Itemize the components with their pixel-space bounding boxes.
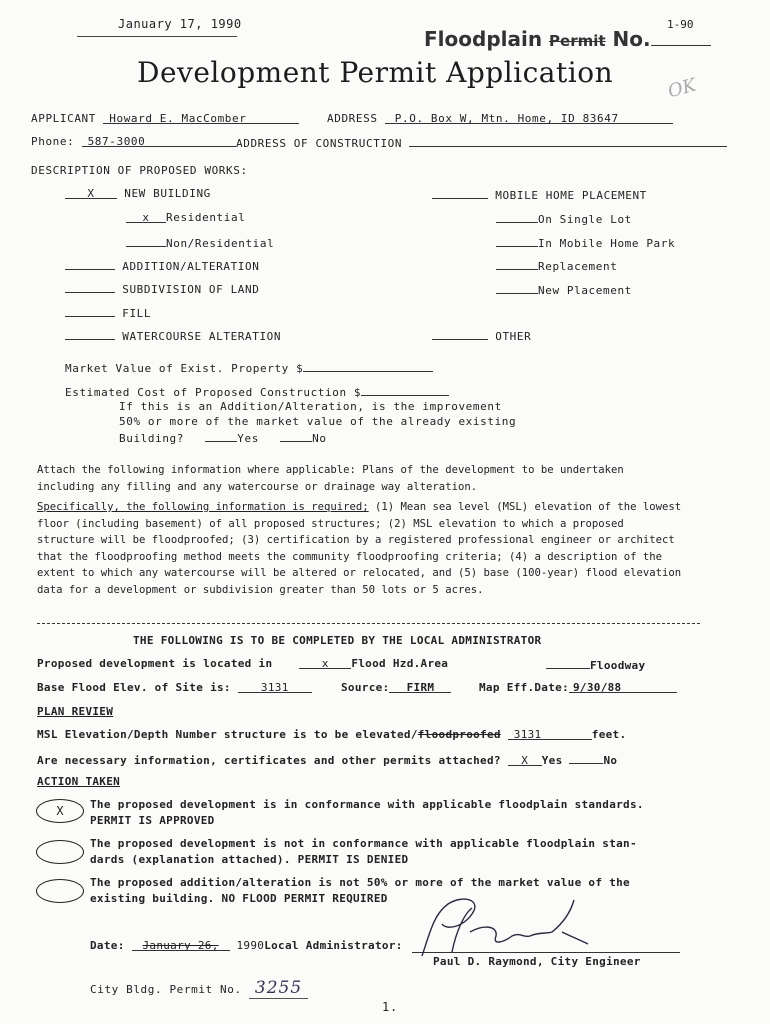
signoff-date-struck[interactable]: January 26, xyxy=(132,939,230,951)
admin-heading: THE FOLLOWING IS TO BE COMPLETED BY THE LOCAL ADMINISTRATOR xyxy=(133,634,542,647)
msl-feet: feet. xyxy=(591,728,627,741)
phone-row xyxy=(31,135,236,148)
signoff-date-row xyxy=(90,939,403,952)
residential-row xyxy=(126,211,245,224)
residential-label: Residential xyxy=(166,211,246,224)
map-eff-row xyxy=(479,681,677,694)
phone-label: Phone: xyxy=(31,135,75,148)
floodway-label: Floodway xyxy=(590,659,646,672)
form-code: 1-90 xyxy=(667,18,694,31)
improvement-yes: Yes xyxy=(237,432,259,445)
flood-area-mark[interactable]: x xyxy=(299,657,351,669)
new-building-row xyxy=(65,187,211,200)
form-title-floodplain: Floodplain xyxy=(424,27,543,51)
action-approved-oval[interactable] xyxy=(36,799,84,823)
action-not-required-line2: existing building. NO FLOOD PERMIT REQUIRED xyxy=(90,892,388,905)
applicant-value[interactable]: Howard E. MacComber xyxy=(103,112,299,124)
requirements-text: (1) Mean sea level (MSL) elevation of the lowest floor (including basement) of all proposed structures; (2) MSL elevation to which a proposed structure will be floodproofed; (3) certification by a registered professional engineer or architect that the floodproofing method meets the community floodproofing criteria; (4) a description of the extent to which any watercourse will be altered or relocated, and (5) base (100-year) flood elevation data for a development or subdivision greater than 50 lots or 5 acres. xyxy=(37,501,682,596)
construction-value[interactable] xyxy=(409,135,727,147)
new-building-label: NEW BUILDING xyxy=(124,187,211,200)
action-denied-oval[interactable] xyxy=(36,840,84,864)
source-row xyxy=(341,681,451,694)
residential-mark[interactable]: x xyxy=(126,211,166,223)
action-not-required-oval[interactable] xyxy=(36,879,84,903)
address-label: ADDRESS xyxy=(327,112,378,125)
mobile-home-row xyxy=(432,187,647,202)
new-building-mark[interactable]: X xyxy=(65,187,117,199)
improvement-q3: Building? xyxy=(119,432,185,445)
non-residential-mark[interactable] xyxy=(126,235,166,247)
form-title xyxy=(424,27,711,51)
subdivision-label: SUBDIVISION OF LAND xyxy=(122,283,260,296)
action-approved-mark: X xyxy=(56,804,64,818)
applicant-row xyxy=(31,112,299,125)
map-eff-label: Map Eff.Date: xyxy=(479,681,569,694)
specifically-heading: Specifically, the following information is required; xyxy=(37,501,369,513)
address-row xyxy=(327,112,673,125)
non-residential-label: Non/Residential xyxy=(166,237,275,250)
addition-mark[interactable] xyxy=(65,258,115,270)
new-placement-row xyxy=(496,282,632,297)
attached-yes-mark[interactable]: X xyxy=(508,754,542,766)
requirements-paragraph xyxy=(37,499,687,598)
mobile-home-mark[interactable] xyxy=(432,187,488,199)
watercourse-mark[interactable] xyxy=(65,328,115,340)
msl-row xyxy=(37,728,626,741)
single-lot-label: On Single Lot xyxy=(538,213,632,226)
estimated-cost-label: Estimated Cost of Proposed Construction $ xyxy=(65,386,362,399)
address-value[interactable]: P.O. Box W, Mtn. Home, ID 83647 xyxy=(385,112,673,124)
fill-row xyxy=(65,305,151,320)
bldg-permit-label: City Bldg. Permit No. xyxy=(90,983,242,996)
fill-label: FILL xyxy=(122,307,152,320)
improvement-q3-row xyxy=(119,430,327,445)
attached-question: Are necessary information, certificates and other permits attached? xyxy=(37,754,501,767)
non-residential-row xyxy=(126,235,274,250)
estimated-cost-field[interactable] xyxy=(361,384,449,396)
form-title-no: No. xyxy=(612,27,651,51)
new-placement-label: New Placement xyxy=(538,284,632,297)
plan-review-heading: PLAN REVIEW xyxy=(37,705,114,718)
replacement-row xyxy=(496,258,617,273)
mobile-home-label: MOBILE HOME PLACEMENT xyxy=(495,189,647,202)
signature-image xyxy=(412,892,612,964)
admin-label: Local Administrator: xyxy=(264,939,403,952)
action-not-required-line1: The proposed addition/alteration is not 50% or more of the market value of the xyxy=(90,876,630,889)
subdivision-mark[interactable] xyxy=(65,281,115,293)
action-denied-line1: The proposed development is not in conformance with applicable floodplain stan- xyxy=(90,837,637,850)
works-heading: DESCRIPTION OF PROPOSED WORKS: xyxy=(31,164,248,177)
signoff-date-year: 1990 xyxy=(236,939,265,952)
estimated-cost-row xyxy=(65,384,449,399)
bldg-permit-value[interactable]: 3255 xyxy=(249,978,308,999)
construction-label: ADDRESS OF CONSTRUCTION xyxy=(236,137,403,150)
mobile-park-label: In Mobile Home Park xyxy=(538,237,676,250)
other-row xyxy=(432,328,531,343)
mobile-park-mark[interactable] xyxy=(496,235,538,247)
form-title-struck: Permit xyxy=(549,32,606,50)
located-in-row xyxy=(37,657,448,670)
msl-value[interactable]: 3131 xyxy=(508,728,592,740)
replacement-label: Replacement xyxy=(538,260,618,273)
base-flood-row xyxy=(37,681,312,694)
floodway-row xyxy=(546,657,645,672)
addition-row xyxy=(65,258,259,273)
source-value[interactable]: FIRM xyxy=(389,681,451,693)
main-title: Development Permit Application xyxy=(137,56,614,89)
improvement-q2: 50% or more of the market value of the already existing xyxy=(119,415,517,428)
section-divider xyxy=(37,623,700,624)
improvement-no-mark[interactable] xyxy=(280,430,312,442)
addition-label: ADDITION/ALTERATION xyxy=(122,260,260,273)
base-flood-label: Base Flood Elev. of Site is: xyxy=(37,681,231,694)
date-underline xyxy=(77,36,237,37)
source-label: Source: xyxy=(341,681,390,694)
subdivision-row xyxy=(65,281,259,296)
action-approved-line1: The proposed development is in conformance with applicable floodplain standards. xyxy=(90,798,644,811)
watercourse-row xyxy=(65,328,281,343)
action-approved-line2: PERMIT IS APPROVED xyxy=(90,814,215,827)
action-taken-heading: ACTION TAKEN xyxy=(37,775,121,788)
msl-label: MSL Elevation/Depth Number structure is to be elevated/ xyxy=(37,728,418,741)
other-mark[interactable] xyxy=(432,328,488,340)
floodway-mark[interactable] xyxy=(546,657,590,669)
watercourse-label: WATERCOURSE ALTERATION xyxy=(122,330,282,343)
action-denied-line2: dards (explanation attached). PERMIT IS DENIED xyxy=(90,853,409,866)
replacement-mark[interactable] xyxy=(496,258,538,270)
map-eff-value[interactable]: 9/30/88 xyxy=(569,681,677,693)
base-flood-value[interactable]: 3131 xyxy=(238,681,312,693)
attached-row xyxy=(37,752,617,767)
attach-paragraph: Attach the following information where applicable: Plans of the development to be undertaken including any filling and any watercourse or drainage way alteration. xyxy=(37,464,624,493)
fill-mark[interactable] xyxy=(65,305,115,317)
msl-struck: floodproofed xyxy=(417,728,501,741)
other-label: OTHER xyxy=(495,330,532,343)
improvement-yes-mark[interactable] xyxy=(205,430,237,442)
construction-row xyxy=(236,135,727,150)
single-lot-row xyxy=(496,211,632,226)
flood-area-label: Flood Hzd.Area xyxy=(351,657,449,670)
attached-no-mark[interactable] xyxy=(569,752,603,764)
market-value-row xyxy=(65,360,433,375)
header-date: January 17, 1990 xyxy=(118,17,242,31)
attached-no: No xyxy=(603,754,618,767)
page-number: 1. xyxy=(382,1000,399,1014)
applicant-label: APPLICANT xyxy=(31,112,97,125)
improvement-q1: If this is an Addition/Alteration, is the improvement xyxy=(119,400,502,413)
market-value-label: Market Value of Exist. Property $ xyxy=(65,362,304,375)
market-value-field[interactable] xyxy=(303,360,433,372)
signoff-date-label: Date: xyxy=(90,939,125,952)
new-placement-mark[interactable] xyxy=(496,282,538,294)
mobile-park-row xyxy=(496,235,675,250)
phone-value[interactable]: 587-3000 xyxy=(82,135,236,147)
bldg-permit-row xyxy=(90,978,308,998)
margin-scribble: OK xyxy=(665,74,699,103)
improvement-no: No xyxy=(312,432,327,445)
single-lot-mark[interactable] xyxy=(496,211,538,223)
located-in-label: Proposed development is located in xyxy=(37,657,273,670)
admin-name: Paul D. Raymond, City Engineer xyxy=(433,955,641,968)
attached-yes: Yes xyxy=(541,754,563,767)
